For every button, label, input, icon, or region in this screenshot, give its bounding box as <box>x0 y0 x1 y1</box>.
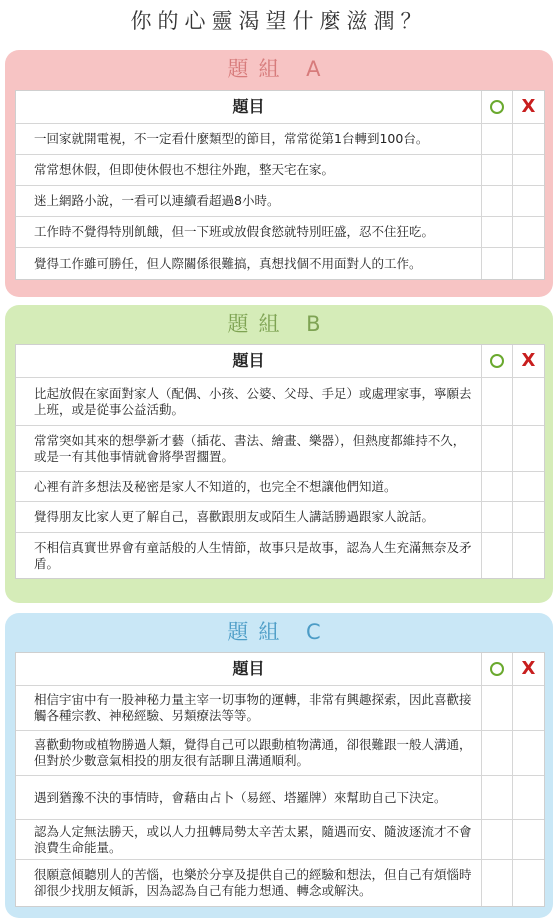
answer-x-cell[interactable] <box>513 217 544 247</box>
answer-o-cell[interactable] <box>482 731 513 775</box>
question-text: 常常突如其來的想學新才藝（插花、書法、繪畫、樂器），但熱度都維持不久，或是一有其他事情就會將學習擱置。 <box>16 426 482 471</box>
answer-o-cell[interactable] <box>482 860 513 906</box>
question-text: 遇到猶豫不決的事情時，會藉由占卜（易經、塔羅牌）來幫助自己下決定。 <box>16 776 482 819</box>
group-c-title: 題組 C <box>227 620 331 644</box>
table-row <box>16 378 544 426</box>
table-row <box>16 502 544 533</box>
table-row <box>16 217 544 248</box>
table-header <box>16 653 544 686</box>
answer-x-cell[interactable] <box>513 378 544 425</box>
answer-o-cell[interactable] <box>482 686 513 730</box>
table-row <box>16 155 544 186</box>
answer-o-cell[interactable] <box>482 533 513 578</box>
table-row <box>16 776 544 820</box>
group-a-table <box>15 90 545 280</box>
header-x <box>513 91 544 123</box>
table-row <box>16 533 544 578</box>
table-row <box>16 124 544 155</box>
group-c-table <box>15 652 545 907</box>
group-b-title: 題組 B <box>227 312 331 336</box>
answer-x-cell[interactable] <box>513 502 544 532</box>
answer-x-cell[interactable] <box>513 776 544 819</box>
header-label: 題目 <box>16 91 482 123</box>
cross-x-icon: X <box>521 658 536 679</box>
table-row <box>16 186 544 217</box>
answer-x-cell[interactable] <box>513 860 544 906</box>
table-header <box>16 91 544 124</box>
group-a-title: 題組 A <box>227 57 331 81</box>
question-text: 迷上網路小說，一看可以連續看超過8小時。 <box>16 186 482 216</box>
answer-x-cell[interactable] <box>513 686 544 730</box>
answer-o-cell[interactable] <box>482 217 513 247</box>
cross-x-icon: X <box>521 350 536 371</box>
header-x <box>513 345 544 377</box>
header-o <box>482 91 513 123</box>
answer-o-cell[interactable] <box>482 502 513 532</box>
answer-o-cell[interactable] <box>482 776 513 819</box>
table-row <box>16 820 544 860</box>
answer-o-cell[interactable] <box>482 155 513 185</box>
answer-x-cell[interactable] <box>513 731 544 775</box>
question-text: 覺得工作雖可勝任，但人際關係很難搞，真想找個不用面對人的工作。 <box>16 248 482 279</box>
answer-o-cell[interactable] <box>482 124 513 154</box>
group-b <box>5 305 553 603</box>
answer-x-cell[interactable] <box>513 186 544 216</box>
answer-x-cell[interactable] <box>513 820 544 859</box>
table-row <box>16 686 544 731</box>
circle-o-icon <box>490 662 504 676</box>
question-text: 心裡有許多想法及秘密是家人不知道的，也完全不想讓他們知道。 <box>16 472 482 501</box>
answer-x-cell[interactable] <box>513 248 544 279</box>
answer-o-cell[interactable] <box>482 472 513 501</box>
cross-x-icon: X <box>521 96 536 117</box>
header-label: 題目 <box>16 653 482 685</box>
question-text: 常常想休假，但即使休假也不想往外跑，整天宅在家。 <box>16 155 482 185</box>
question-text: 喜歡動物或植物勝過人類，覺得自己可以跟動植物溝通，卻很難跟一般人溝通，但對於少數意氣相投的朋友很有話聊且溝通順利。 <box>16 731 482 775</box>
group-a <box>5 50 553 297</box>
answer-x-cell[interactable] <box>513 426 544 471</box>
table-row <box>16 248 544 279</box>
answer-x-cell[interactable] <box>513 155 544 185</box>
question-text: 不相信真實世界會有童話般的人生情節，故事只是故事，認為人生充滿無奈及矛盾。 <box>16 533 482 578</box>
page-title: 你的心靈渴望什麼滋潤？ <box>130 9 428 33</box>
answer-x-cell[interactable] <box>513 472 544 501</box>
table-header <box>16 345 544 378</box>
group-c <box>5 613 553 918</box>
answer-o-cell[interactable] <box>482 820 513 859</box>
question-text: 工作時不覺得特別飢餓，但一下班或放假食慾就特別旺盛，忍不住狂吃。 <box>16 217 482 247</box>
question-text: 相信宇宙中有一股神秘力量主宰一切事物的運轉，非常有興趣探索，因此喜歡接觸各種宗教、神秘經驗、另類療法等等。 <box>16 686 482 730</box>
answer-o-cell[interactable] <box>482 186 513 216</box>
answer-o-cell[interactable] <box>482 248 513 279</box>
question-text: 比起放假在家面對家人（配偶、小孩、公婆、父母、手足）或處理家事，寧願去上班，或是從事公益活動。 <box>16 378 482 425</box>
answer-o-cell[interactable] <box>482 426 513 471</box>
header-o <box>482 345 513 377</box>
question-text: 覺得朋友比家人更了解自己，喜歡跟朋友或陌生人講話勝過跟家人說話。 <box>16 502 482 532</box>
circle-o-icon <box>490 354 504 368</box>
question-text: 一回家就開電視，不一定看什麼類型的節目，常常從第1台轉到100台。 <box>16 124 482 154</box>
answer-x-cell[interactable] <box>513 124 544 154</box>
group-b-table <box>15 344 545 579</box>
table-row <box>16 860 544 906</box>
question-text: 認為人定無法勝天，或以人力扭轉局勢太辛苦太累，隨遇而安、隨波逐流才不會浪費生命能量。 <box>16 820 482 859</box>
question-text: 很願意傾聽別人的苦惱，也樂於分享及提供自己的經驗和想法，但自己有煩惱時卻很少找朋友傾訴，因為認為自己有能力想通、轉念或解決。 <box>16 860 482 906</box>
answer-x-cell[interactable] <box>513 533 544 578</box>
answer-o-cell[interactable] <box>482 378 513 425</box>
table-row <box>16 731 544 776</box>
header-o <box>482 653 513 685</box>
header-x <box>513 653 544 685</box>
table-row <box>16 426 544 472</box>
table-row <box>16 472 544 502</box>
circle-o-icon <box>490 100 504 114</box>
header-label: 題目 <box>16 345 482 377</box>
